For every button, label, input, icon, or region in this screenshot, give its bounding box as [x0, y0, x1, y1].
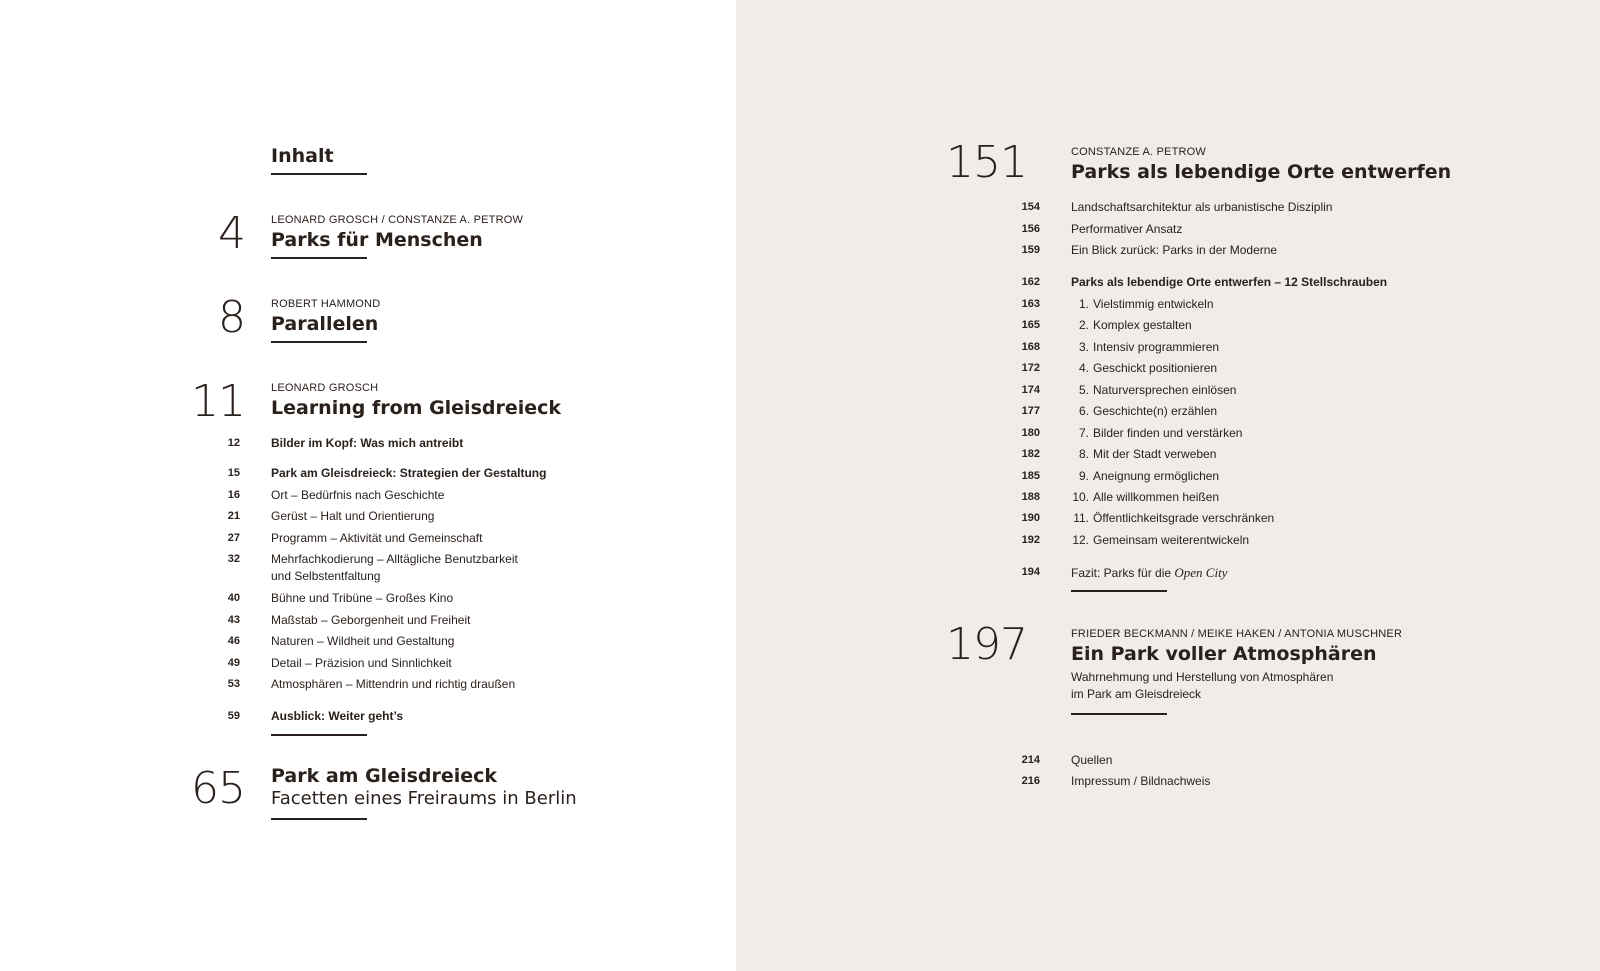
entry-page: 49	[227, 657, 240, 669]
entry-text	[1071, 564, 1227, 582]
section-page-number: 4	[218, 208, 245, 259]
entry-text: Quellen	[1071, 753, 1113, 767]
list-item	[1071, 403, 1217, 420]
section-rule	[1071, 713, 1167, 715]
entry-text-main: Fazit: Parks für die	[1071, 566, 1175, 580]
list-number: 12.	[1072, 533, 1089, 547]
entry-page: 185	[1021, 470, 1040, 482]
entry-text: Landschaftsarchitektur als urbanistische Disziplin	[1071, 200, 1333, 214]
entry-text: Naturen – Wildheit und Gestaltung	[271, 634, 455, 648]
list-text: Bilder finden und verstärken	[1093, 426, 1243, 440]
list-text: Öffentlichkeitsgrade verschränken	[1093, 511, 1275, 525]
entry-page: 214	[1021, 754, 1040, 766]
entry-page: 190	[1021, 512, 1040, 524]
list-item	[1071, 382, 1236, 399]
list-item	[1071, 510, 1274, 527]
section-author: FRIEDER BECKMANN / MEIKE HAKEN / ANTONIA MUSCHNER	[1071, 628, 1403, 640]
entry-page: 40	[227, 592, 240, 604]
entry-text: Atmosphären – Mittendrin und richtig draußen	[271, 677, 516, 691]
entry-page: 21	[227, 510, 240, 522]
entry-text: Gerüst – Halt und Orientierung	[271, 509, 435, 523]
entry-page: 53	[227, 678, 240, 690]
entry-text: Ausblick: Weiter geht’s	[271, 709, 404, 723]
entry-page: 192	[1021, 534, 1040, 546]
entry-page: 216	[1021, 775, 1040, 787]
entry-page: 15	[227, 467, 240, 479]
list-item	[1071, 296, 1214, 313]
section-title: Parks als lebendige Orte entwerfen	[1071, 161, 1452, 183]
section-page-number: 65	[191, 763, 245, 814]
section-author: LEONARD GROSCH	[271, 382, 379, 394]
left-page	[0, 0, 736, 971]
section-title: Parallelen	[271, 313, 379, 335]
section-page-number: 197	[946, 619, 1027, 670]
entry-text: Park am Gleisdreieck: Strategien der Gestaltung	[271, 466, 547, 480]
list-number: 9.	[1078, 469, 1089, 483]
list-item	[1071, 425, 1242, 442]
list-item	[1071, 532, 1249, 549]
entry-page: 188	[1021, 491, 1040, 503]
list-number: 3.	[1078, 340, 1089, 354]
list-number: 4.	[1078, 361, 1089, 375]
entry-text: Bilder im Kopf: Was mich antreibt	[271, 436, 464, 450]
list-item	[1071, 339, 1219, 356]
list-text: Naturversprechen einlösen	[1093, 383, 1237, 397]
entry-text-continued: und Selbstentfaltung	[271, 569, 381, 583]
section-rule	[271, 734, 367, 736]
section-title: Ein Park voller Atmosphären	[1071, 643, 1377, 665]
entry-page: 162	[1021, 276, 1040, 288]
list-number: 5.	[1078, 383, 1089, 397]
section-subtitle-continued: im Park am Gleisdreieck	[1071, 687, 1202, 701]
entry-page: 174	[1021, 384, 1040, 396]
entry-page: 177	[1021, 405, 1040, 417]
section-subtitle: Facetten eines Freiraums in Berlin	[271, 788, 577, 809]
entry-page: 165	[1021, 319, 1040, 331]
heading-rule	[271, 173, 367, 175]
entry-page: 159	[1021, 244, 1040, 256]
entry-text: Maßstab – Geborgenheit und Freiheit	[271, 613, 471, 627]
entry-page: 156	[1021, 223, 1040, 235]
section-author: ROBERT HAMMOND	[271, 298, 381, 310]
section-title: Learning from Gleisdreieck	[271, 397, 562, 419]
list-number: 10.	[1072, 490, 1089, 504]
list-item	[1071, 360, 1217, 377]
entry-page: 46	[227, 635, 240, 647]
section-rule	[271, 257, 367, 259]
list-text: Alle willkommen heißen	[1093, 490, 1220, 504]
section-rule	[271, 818, 367, 820]
section-author: CONSTANZE A. PETROW	[1071, 146, 1206, 158]
entry-page: 43	[227, 614, 240, 626]
entry-page: 163	[1021, 298, 1040, 310]
list-text: Geschichte(n) erzählen	[1093, 404, 1218, 418]
list-text: Mit der Stadt verweben	[1093, 447, 1217, 461]
entry-text: Ort – Bedürfnis nach Geschichte	[271, 488, 445, 502]
list-text: Intensiv programmieren	[1093, 340, 1220, 354]
list-number: 11.	[1073, 511, 1089, 525]
section-rule	[1071, 590, 1167, 592]
section-title: Parks für Menschen	[271, 229, 483, 251]
entry-page: 168	[1021, 341, 1040, 353]
list-number: 1.	[1078, 297, 1089, 311]
section-page-number: 8	[218, 292, 245, 343]
entry-page: 12	[227, 437, 240, 449]
list-item	[1071, 489, 1219, 506]
entry-text: Mehrfachkodierung – Alltägliche Benutzbarkeit	[271, 552, 518, 566]
entry-page: 32	[227, 553, 240, 565]
entry-page: 16	[227, 489, 240, 501]
list-item	[1071, 446, 1216, 463]
list-text: Vielstimmig entwickeln	[1093, 297, 1214, 311]
toc-heading: Inhalt	[271, 145, 334, 167]
list-item	[1071, 468, 1219, 485]
entry-page: 27	[227, 532, 240, 544]
list-number: 8.	[1078, 447, 1089, 461]
list-item	[1071, 317, 1192, 334]
entry-page: 154	[1021, 201, 1040, 213]
entry-text: Ein Blick zurück: Parks in der Moderne	[1071, 243, 1278, 257]
list-number: 2.	[1078, 318, 1089, 332]
entry-page: 59	[227, 710, 240, 722]
entry-page: 172	[1021, 362, 1040, 374]
list-text: Gemeinsam weiterentwickeln	[1093, 533, 1250, 547]
list-text: Komplex gestalten	[1093, 318, 1192, 332]
entry-page: 194	[1021, 566, 1040, 578]
entry-text: Bühne und Tribüne – Großes Kino	[271, 591, 454, 605]
list-text: Aneignung ermöglichen	[1093, 469, 1220, 483]
entry-text: Detail – Präzision und Sinnlichkeit	[271, 656, 452, 670]
entry-page: 180	[1021, 427, 1040, 439]
entry-text-italic: Open City	[1174, 565, 1228, 580]
section-page-number: 151	[946, 137, 1027, 188]
entry-text: Performativer Ansatz	[1071, 222, 1183, 236]
section-author: LEONARD GROSCH / CONSTANZE A. PETROW	[271, 214, 524, 226]
list-number: 7.	[1078, 426, 1089, 440]
section-rule	[271, 341, 367, 343]
entry-text: Parks als lebendige Orte entwerfen – 12 Stellschrauben	[1071, 275, 1388, 289]
list-text: Geschickt positionieren	[1093, 361, 1218, 375]
section-title: Park am Gleisdreieck	[271, 765, 498, 787]
entry-text: Impressum / Bildnachweis	[1071, 774, 1211, 788]
section-subtitle: Wahrnehmung und Herstellung von Atmosphären	[1071, 670, 1334, 684]
section-page-number: 11	[191, 376, 245, 427]
entry-page: 182	[1021, 448, 1040, 460]
entry-text: Programm – Aktivität und Gemeinschaft	[271, 531, 483, 545]
right-page	[736, 0, 1600, 971]
list-number: 6.	[1078, 404, 1089, 418]
